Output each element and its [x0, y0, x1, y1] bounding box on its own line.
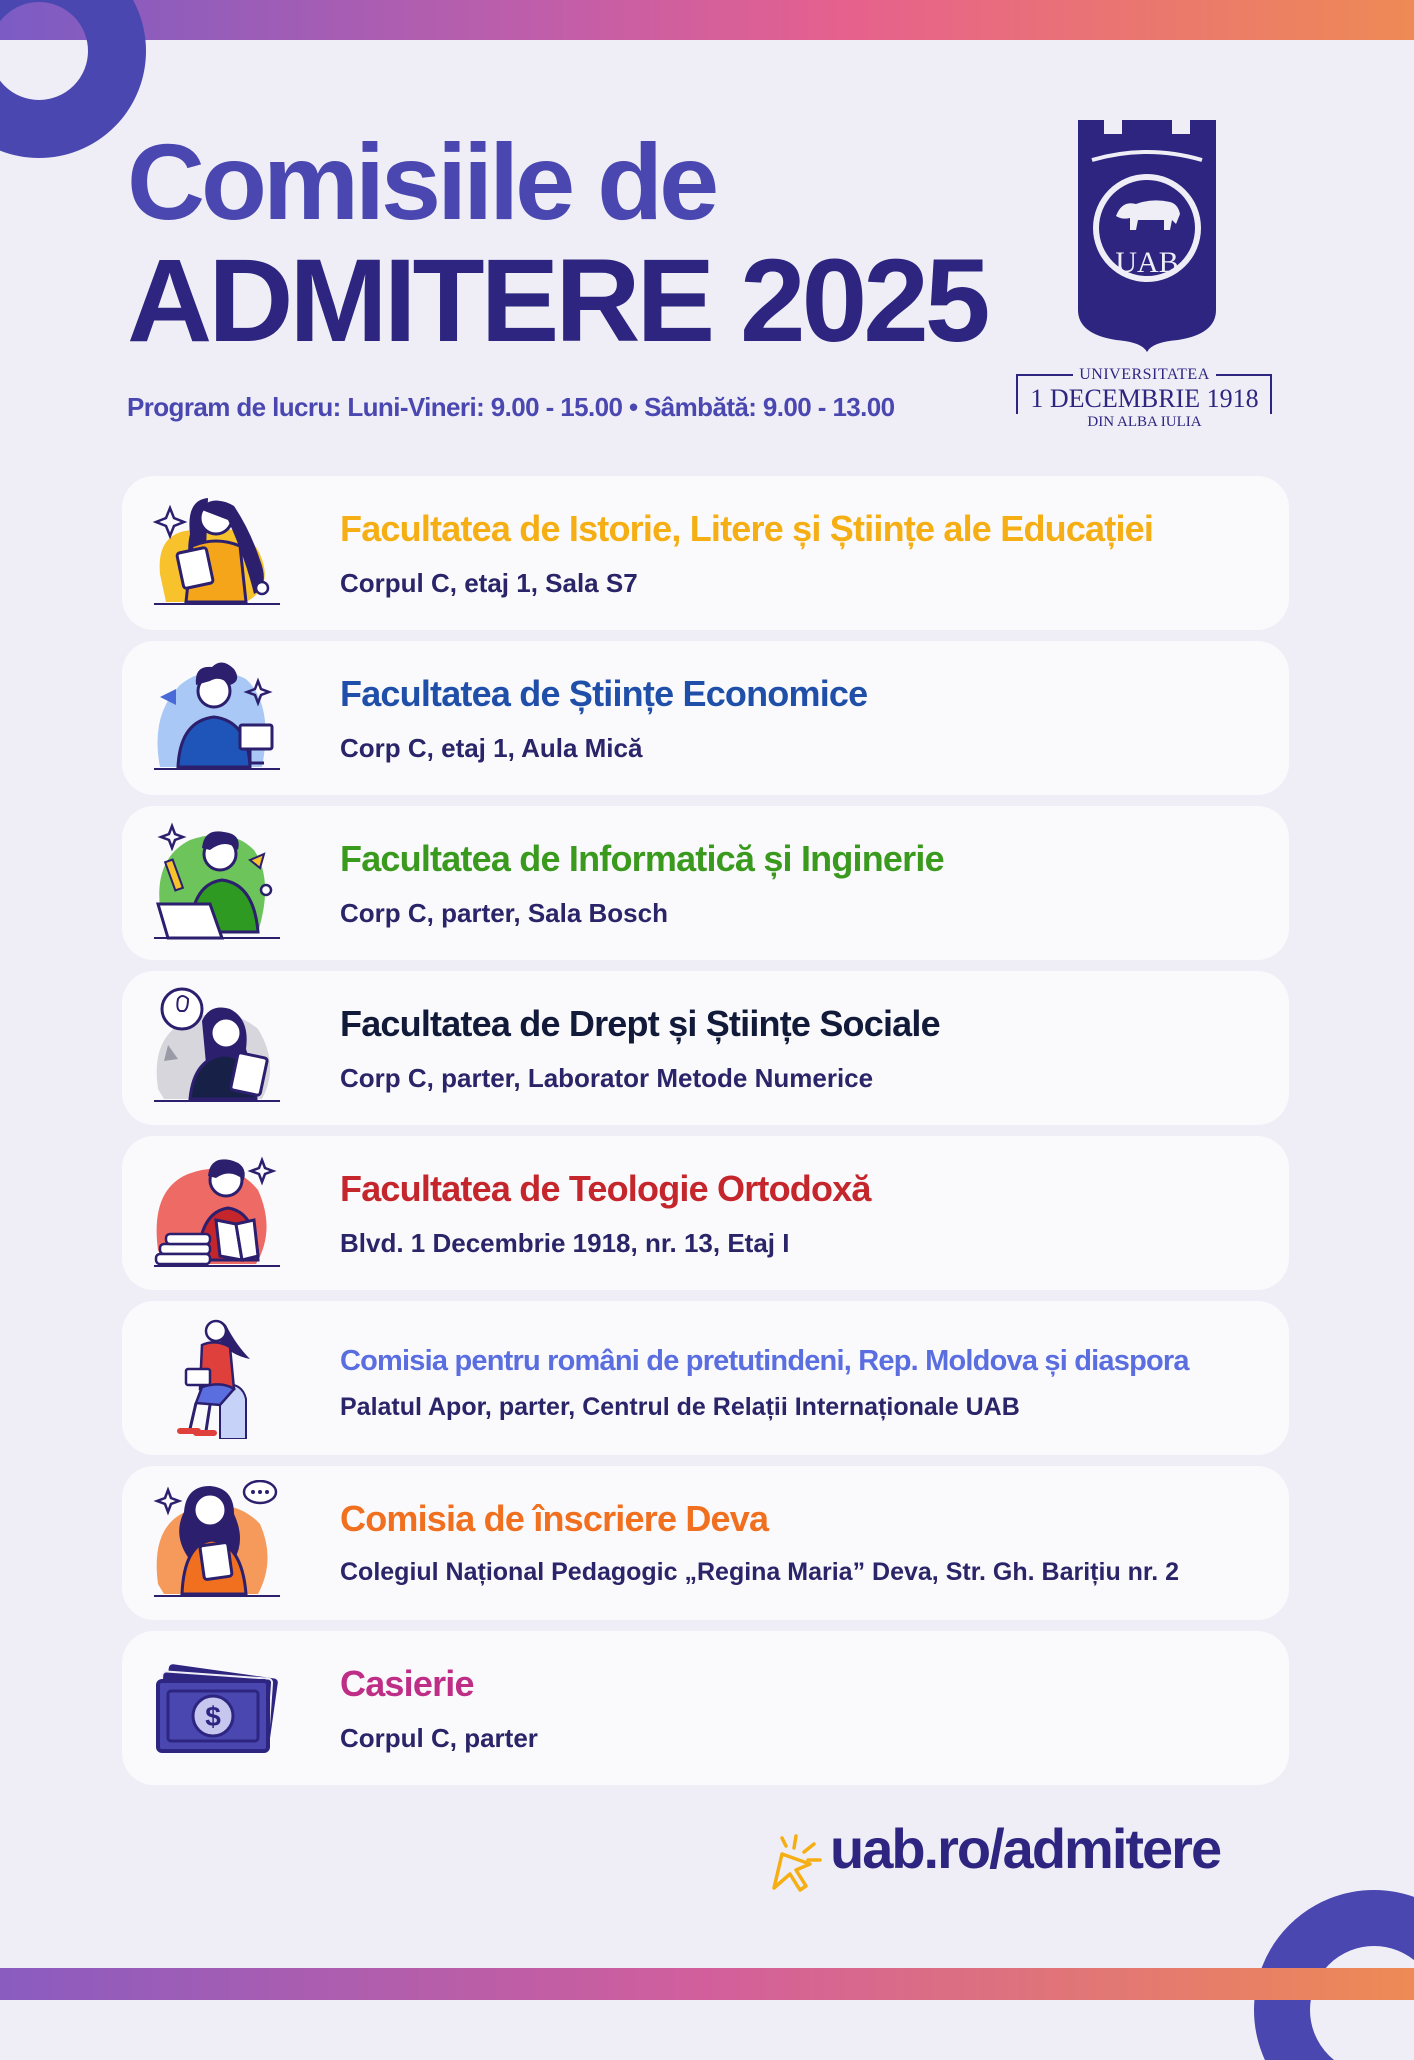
cursor-click-icon: [764, 1834, 824, 1894]
commission-card-deva: [122, 1466, 1289, 1620]
commission-card-teologie: [122, 1136, 1289, 1290]
logo-text-line1: UNIVERSITATEA: [1012, 366, 1277, 384]
commission-name: Facultatea de Istorie, Litere și Științe ale Educației: [340, 508, 1154, 549]
commission-card-diaspora: [122, 1301, 1289, 1455]
student-writing-icon: [150, 490, 282, 614]
commission-name: Comisia pentru români de pretutindeni, Rep. Moldova și diaspora: [340, 1345, 1189, 1377]
decorative-ring-bottom-right: [1224, 1860, 1414, 2060]
student-sitting-laptop-icon: [150, 1315, 282, 1439]
commission-card-casierie: [122, 1631, 1289, 1785]
university-logo: [1012, 120, 1277, 430]
page-title-line1: Comisiile de: [127, 121, 716, 242]
uab-shield-icon: [1078, 120, 1216, 352]
commission-name: Facultatea de Teologie Ortodoxă: [340, 1168, 871, 1209]
website-url[interactable]: uab.ro/admitere: [830, 1817, 1221, 1880]
commission-location: Palatul Apor, parter, Centrul de Relații Internaționale UAB: [340, 1393, 1020, 1421]
student-reading-icon: [150, 1150, 282, 1274]
svg-text:UAB: UAB: [1115, 246, 1179, 279]
student-idea-icon: [150, 985, 282, 1109]
logo-text-line2: 1 DECEMBRIE 1918: [1030, 384, 1259, 413]
commission-list: [122, 476, 1289, 1796]
commission-location: Corp C, parter, Sala Bosch: [340, 898, 668, 928]
logo-text-line3: DIN ALBA IULIA: [1012, 414, 1277, 431]
commission-name: Facultatea de Științe Economice: [340, 673, 868, 714]
commission-location: Corpul C, etaj 1, Sala S7: [340, 568, 638, 598]
commission-name: Casierie: [340, 1663, 474, 1704]
page-title-line2: ADMITERE 2025: [127, 235, 987, 367]
commission-location: Colegiul Național Pedagogic „Regina Maria” Deva, Str. Gh. Barițiu nr. 2: [340, 1558, 1180, 1586]
commission-name: Facultatea de Drept și Științe Sociale: [340, 1003, 940, 1044]
commission-card-drept: [122, 971, 1289, 1125]
commission-name: Comisia de înscriere Deva: [340, 1498, 769, 1539]
student-laptop-icon: [150, 820, 282, 944]
bottom-gradient-bar: [0, 1968, 1414, 2000]
svg-text:$: $: [205, 1701, 221, 1732]
working-hours: Program de lucru: Luni-Vineri: 9.00 - 15.00 • Sâmbătă: 9.00 - 13.00: [127, 392, 895, 422]
commission-card-economice: [122, 641, 1289, 795]
commission-location: Corp C, parter, Laborator Metode Numerice: [340, 1063, 874, 1093]
money-bills-icon: [150, 1645, 282, 1769]
student-computer-icon: [150, 655, 282, 779]
commission-card-informatica: [122, 806, 1289, 960]
commission-location: Blvd. 1 Decembrie 1918, nr. 13, Etaj I: [340, 1228, 790, 1258]
commission-name: Facultatea de Informatică și Inginerie: [340, 838, 944, 879]
top-gradient-bar: [0, 0, 1414, 40]
student-chat-icon: [150, 1480, 282, 1604]
commission-card-istorie: [122, 476, 1289, 630]
commission-location: Corpul C, parter: [340, 1723, 538, 1753]
commission-location: Corp C, etaj 1, Aula Mică: [340, 733, 643, 763]
